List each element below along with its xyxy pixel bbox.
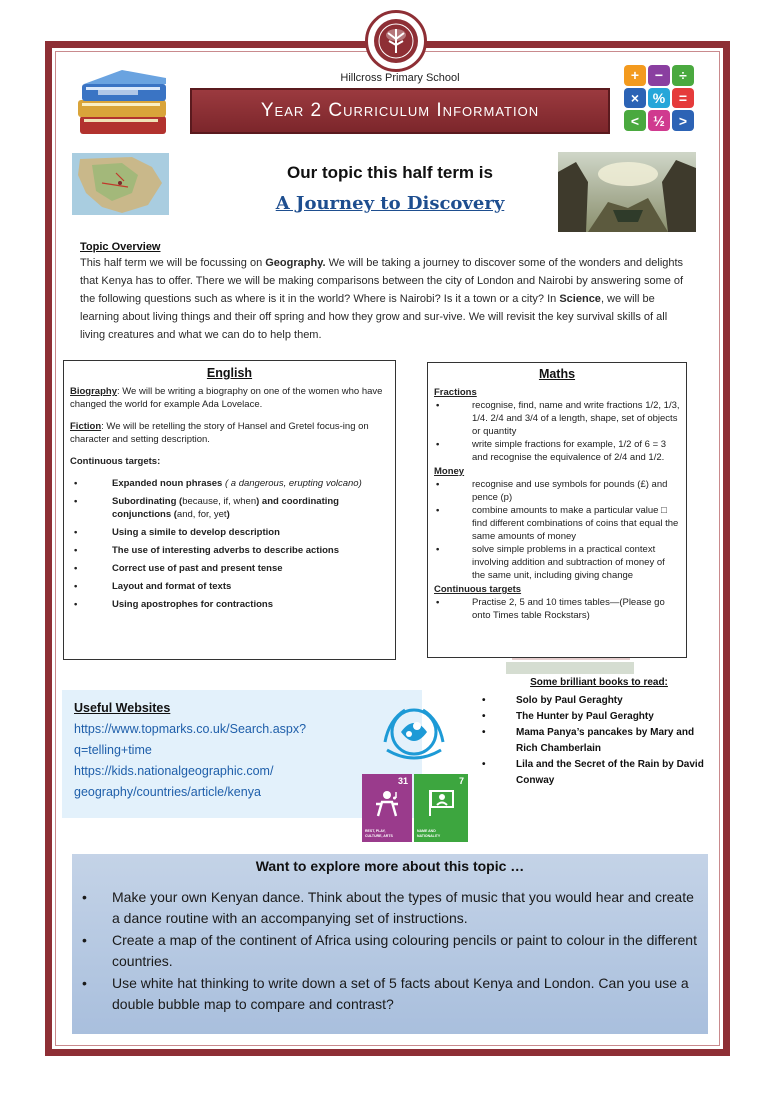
divide-icon: ÷ — [672, 65, 694, 86]
list-item: • Layout and format of texts — [70, 580, 389, 593]
english-targets-list — [70, 477, 389, 611]
list-item: • Lila and the Secret of the Rain by David Conway — [478, 757, 710, 789]
topic-overview — [80, 240, 690, 344]
maths-continuous-list — [434, 596, 680, 622]
english-targets-heading: Continuous targets: — [70, 456, 161, 467]
overview-subject-science: Science — [559, 293, 601, 305]
explore-more-section — [72, 854, 708, 1034]
maths-section — [427, 362, 687, 658]
maths-heading: Maths — [538, 367, 576, 381]
school-name: Hillcross Primary School — [340, 72, 460, 84]
books-to-read — [478, 675, 710, 789]
list-item: • recognise, find, name and write fractions 1/2, 1/3, 1/4. 2/4 and 3/4 of a length, shape, set of objects or quantity — [434, 399, 680, 438]
english-heading: English — [206, 366, 253, 380]
explore-list — [80, 887, 700, 1015]
topic-overview-heading: Topic Overview — [80, 241, 161, 253]
money-heading: Money — [434, 466, 465, 477]
website-link-topmarks[interactable]: https://www.topmarks.co.uk/Search.aspx? q=telling+time — [74, 722, 307, 757]
list-item: • Make your own Kenyan dance. Think about the types of music that you would hear and create a dance routine with an accompanying set of instructions. — [80, 887, 700, 929]
equals-icon: = — [672, 88, 694, 109]
useful-websites-heading: Useful Websites — [74, 701, 171, 715]
list-item: • Create a map of the continent of Africa using colouring pencils or paint to colour in the different countries. — [80, 930, 700, 972]
kenya-map-image — [72, 153, 169, 215]
list-item: • write simple fractions for example, 1/2 of 6 = 3 and recognise the equivalence of 2/4 and 1/2. — [434, 438, 680, 464]
books-list — [478, 693, 710, 789]
list-item: • Correct use of past and present tense — [70, 562, 389, 575]
minus-icon: − — [648, 65, 670, 86]
less-than-icon: < — [624, 110, 646, 131]
flag-person-icon — [424, 788, 458, 818]
goal-7-caption: NAME AND NATIONALITY — [417, 829, 441, 838]
list-item: • The Hunter by Paul Geraghty — [478, 709, 710, 725]
overview-text-2: We will be taking a journey to discover some of the wonders and delights that Kenya has to offer. There we will be making comparisons between the city of London and Nairobi by answering some of the following questions such as where is it in the world? Where is Nairobi? Is it a town or a city? In — [80, 257, 684, 305]
maths-continuous-heading: Continuous targets — [434, 584, 522, 595]
goal-31-badge: 31 REST, PLAY, CULTURE, ARTS — [362, 774, 412, 842]
plus-icon: + — [624, 65, 646, 86]
books-heading: Some brilliant books to read: — [530, 677, 668, 688]
list-item: • Solo by Paul Geraghty — [478, 693, 710, 709]
list-item: • combine amounts to make a particular value □ find different combinations of coins that equal the same amounts of money — [434, 504, 680, 543]
explore-heading: Want to explore more about this topic … — [255, 858, 525, 874]
list-item: • Mama Panya’s pancakes by Mary and Rich Chamberlain — [478, 725, 710, 757]
overview-text-3: , we will be learning about living things and their off spring and how they grow and sur-vive. We will revisit the key survival skills of all living creatures and what we can do to help them. — [80, 293, 668, 341]
list-item: • recognise and use symbols for pounds (£) and pence (p) — [434, 478, 680, 504]
school-crest-logo — [365, 10, 427, 72]
overview-text-1: This half term we will be focussing on — [80, 257, 266, 269]
list-item: • Practise 2, 5 and 10 times tables—(Please go onto Times table Rockstars) — [434, 596, 680, 622]
half-icon: ½ — [648, 110, 670, 131]
list-item: • Subordinating (because, if, when) and coordinating conjunctions (and, for, yet) — [70, 495, 389, 521]
overview-subject-geography: Geography. — [265, 257, 326, 269]
english-biography: Biography: We will be writing a biography on one of the women who have changed the world for example Ada Lovelace. — [70, 386, 383, 410]
maths-symbols-image — [624, 65, 694, 131]
music-person-icon — [372, 788, 402, 818]
books-stack-image — [74, 66, 174, 138]
list-item: • Using apostrophes for contractions — [70, 598, 389, 611]
goal-7-badge: 7 NAME AND NATIONALITY — [414, 774, 468, 842]
fractions-list — [434, 399, 680, 464]
english-section — [63, 360, 396, 660]
fractions-heading: Fractions — [434, 387, 477, 398]
list-item: • Use white hat thinking to write down a set of 5 facts about Kenya and London. Can you use a double bubble map to compare and contrast? — [80, 973, 700, 1015]
list-item: • The use of interesting adverbs to describe actions — [70, 544, 389, 557]
list-item: • Expanded noun phrases ( a dangerous, erupting volcano) — [70, 477, 389, 490]
page-title: Year 2 Curriculum Information — [190, 88, 610, 134]
english-fiction: Fiction: We will be retelling the story of Hansel and Gretel focus-ing on character and setting description. — [70, 421, 369, 445]
multiply-icon: × — [624, 88, 646, 109]
money-list — [434, 478, 680, 582]
unicef-logo-icon — [375, 702, 453, 766]
list-item: • Using a simile to develop description — [70, 526, 389, 539]
greater-than-icon: > — [672, 110, 694, 131]
goal-31-caption: REST, PLAY, CULTURE, ARTS — [365, 829, 393, 838]
topic-title: A Journey to Discovery — [275, 193, 505, 214]
website-link-natgeo[interactable]: https://kids.nationalgeographic.com/ geography/countries/article/kenya — [74, 764, 274, 799]
topic-intro: Our topic this half term is — [287, 163, 493, 182]
list-item: • solve simple problems in a practical context involving addition and subtraction of money of the same unit, including giving change — [434, 543, 680, 582]
percent-icon: % — [648, 88, 670, 109]
